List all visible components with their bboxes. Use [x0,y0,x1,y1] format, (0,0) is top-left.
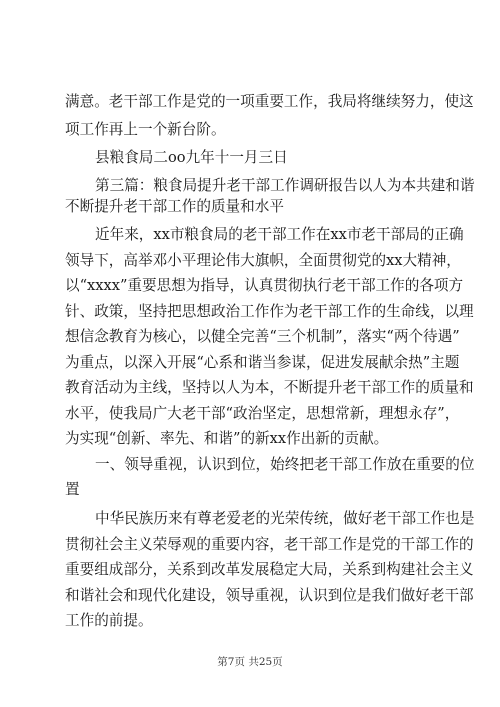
text-line: 中华民族历来有尊老爱老的光荣传统，做好老干部工作也是 [95,510,475,527]
text-line: 水平，使我局广大老干部“政治坚定，思想常新，理想永存”， [65,405,460,422]
text-line: 针、政策，坚持把思想政治工作作为老干部工作的生命线，以理 [65,303,474,320]
text-line: 领导下，高举邓小平理论伟大旗帜，全面贯彻党的xx大精神， [65,252,461,269]
signature-date-line: 县粮食局二oo九年十一月三日 [95,149,288,166]
text-line: 和谐社会和现代化建设，领导重视，认识到位是我们做好老干部 [65,587,474,604]
text-line: 以“xxxx”重要思想为指导，认真贯彻执行老干部工作的各项方 [65,277,464,294]
section-heading: 一、领导重视，认识到位，始终把老干部工作放在重要的位 [95,456,475,473]
text-line: 重要组成部分，关系到改革发展稳定大局，关系到构建社会主义 [65,561,474,578]
section-heading: 置 [65,481,80,498]
text-line: 工作的前提。 [65,612,153,629]
text-line: 贯彻社会主义荣辱观的重要内容，老干部工作是党的干部工作的 [65,536,474,553]
section-title: 第三篇：粮食局提升老干部工作调研报告以人为本共建和谐 [95,177,475,194]
text-line: 近年来，xx市粮食局的老干部工作在xx市老干部局的正确 [95,226,464,243]
text-line: 满意。老干部工作是党的一项重要工作，我局将继续努力，使这 [65,93,474,110]
text-line: 项工作再上一个新台阶。 [65,121,226,138]
text-line: 为重点，以深入开展“心系和谐当参谋，促进发展献余热”主题 [65,354,460,371]
text-line: 为实现“创新、率先、和谐”的新xx作出新的贡献。 [65,430,389,447]
section-title: 不断提升老干部工作的质量和水平 [65,198,284,215]
page-number: 第7页 共25页 [217,656,283,668]
text-line: 想信念教育为核心，以健全完善“三个机制”，落实“两个待遇” [65,328,460,345]
text-line: 教育活动为主线，坚持以人为本，不断提升老干部工作的质量和 [65,379,474,396]
